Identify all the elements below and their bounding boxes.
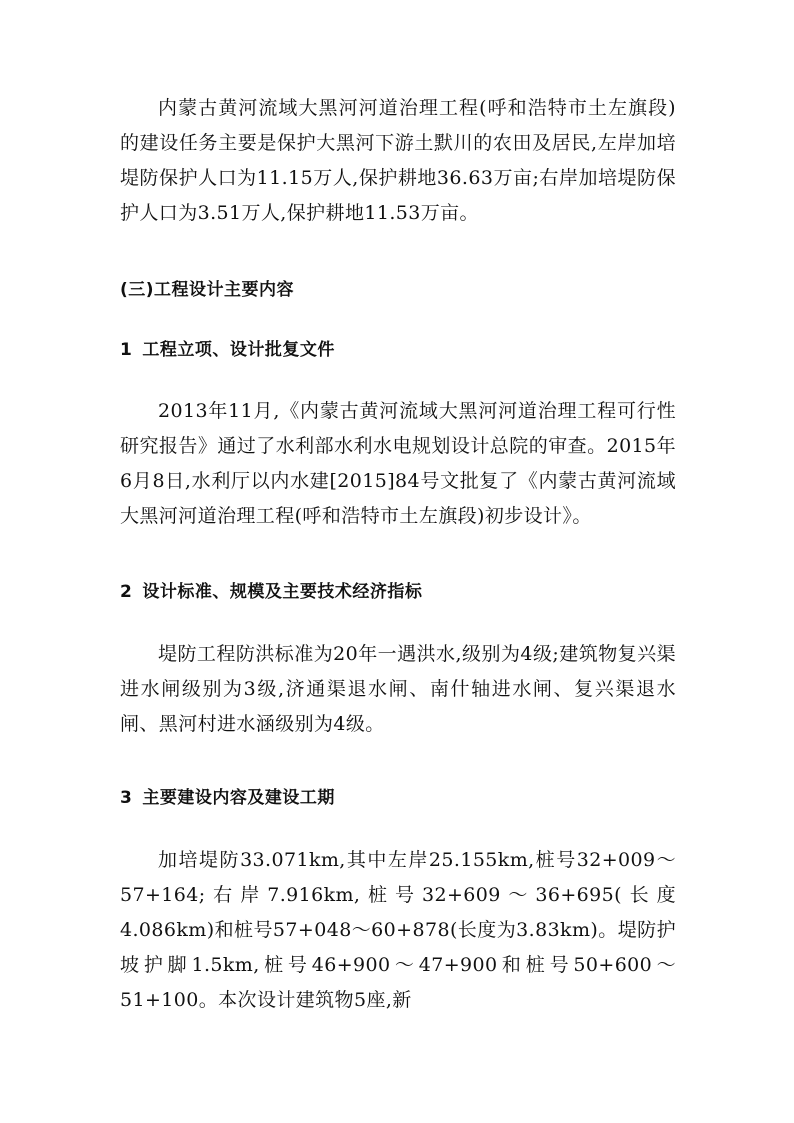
paragraph-flood-standards: 堤防工程防洪标准为20年一遇洪水,级别为4级;建筑物复兴渠进水闸级别为3级,济通渠退水闸、南什轴进水闸、复兴渠退水闸、黑河村进水涵级别为4级。 [120, 643, 676, 735]
subheading-text: 设计标准、规模及主要技术经济指标 [142, 582, 423, 602]
subheading-design-standards [120, 578, 676, 606]
subheading-project-approval [120, 336, 676, 364]
paragraph-construction-task: 内蒙古黄河流域大黑河河道治理工程(呼和浩特市土左旗段)的建设任务主要是保护大黑河下游土默川的农田及居民,左岸加培堤防保护人口为11.15万人,保护耕地36.63万亩;右岸加培堤防保护人口为3.51万人,保护耕地11.53万亩。 [120, 97, 676, 224]
subheading-text: 工程立项、设计批复文件 [142, 340, 335, 360]
subheading-construction-content [120, 784, 676, 812]
subheading-number: 3 [120, 788, 133, 808]
section-heading-design-content: (三)工程设计主要内容 [120, 280, 295, 300]
subheading-number: 1 [120, 340, 133, 360]
subheading-number: 2 [120, 582, 133, 602]
paragraph-embankment-works: 加培堤防33.071km,其中左岸25.155km,桩号32+009～57+164;右岸7.916km,桩号32+609～36+695(长度4.086km)和桩号57+048～60+878(长度为3.83km)。堤防护坡护脚1.5km,桩号46+900～47+900和桩号50+600～51+100。本次设计建筑物5座,新 [120, 849, 676, 1011]
subheading-text: 主要建设内容及建设工期 [142, 788, 335, 808]
paragraph-approval-documents: 2013年11月,《内蒙古黄河流域大黑河河道治理工程可行性研究报告》通过了水利部水利水电规划设计总院的审查。2015年6月8日,水利厅以内水建[2015]84号文批复了《内蒙古黄河流域大黑河河道治理工程(呼和浩特市土左旗段)初步设计》。 [120, 400, 676, 527]
